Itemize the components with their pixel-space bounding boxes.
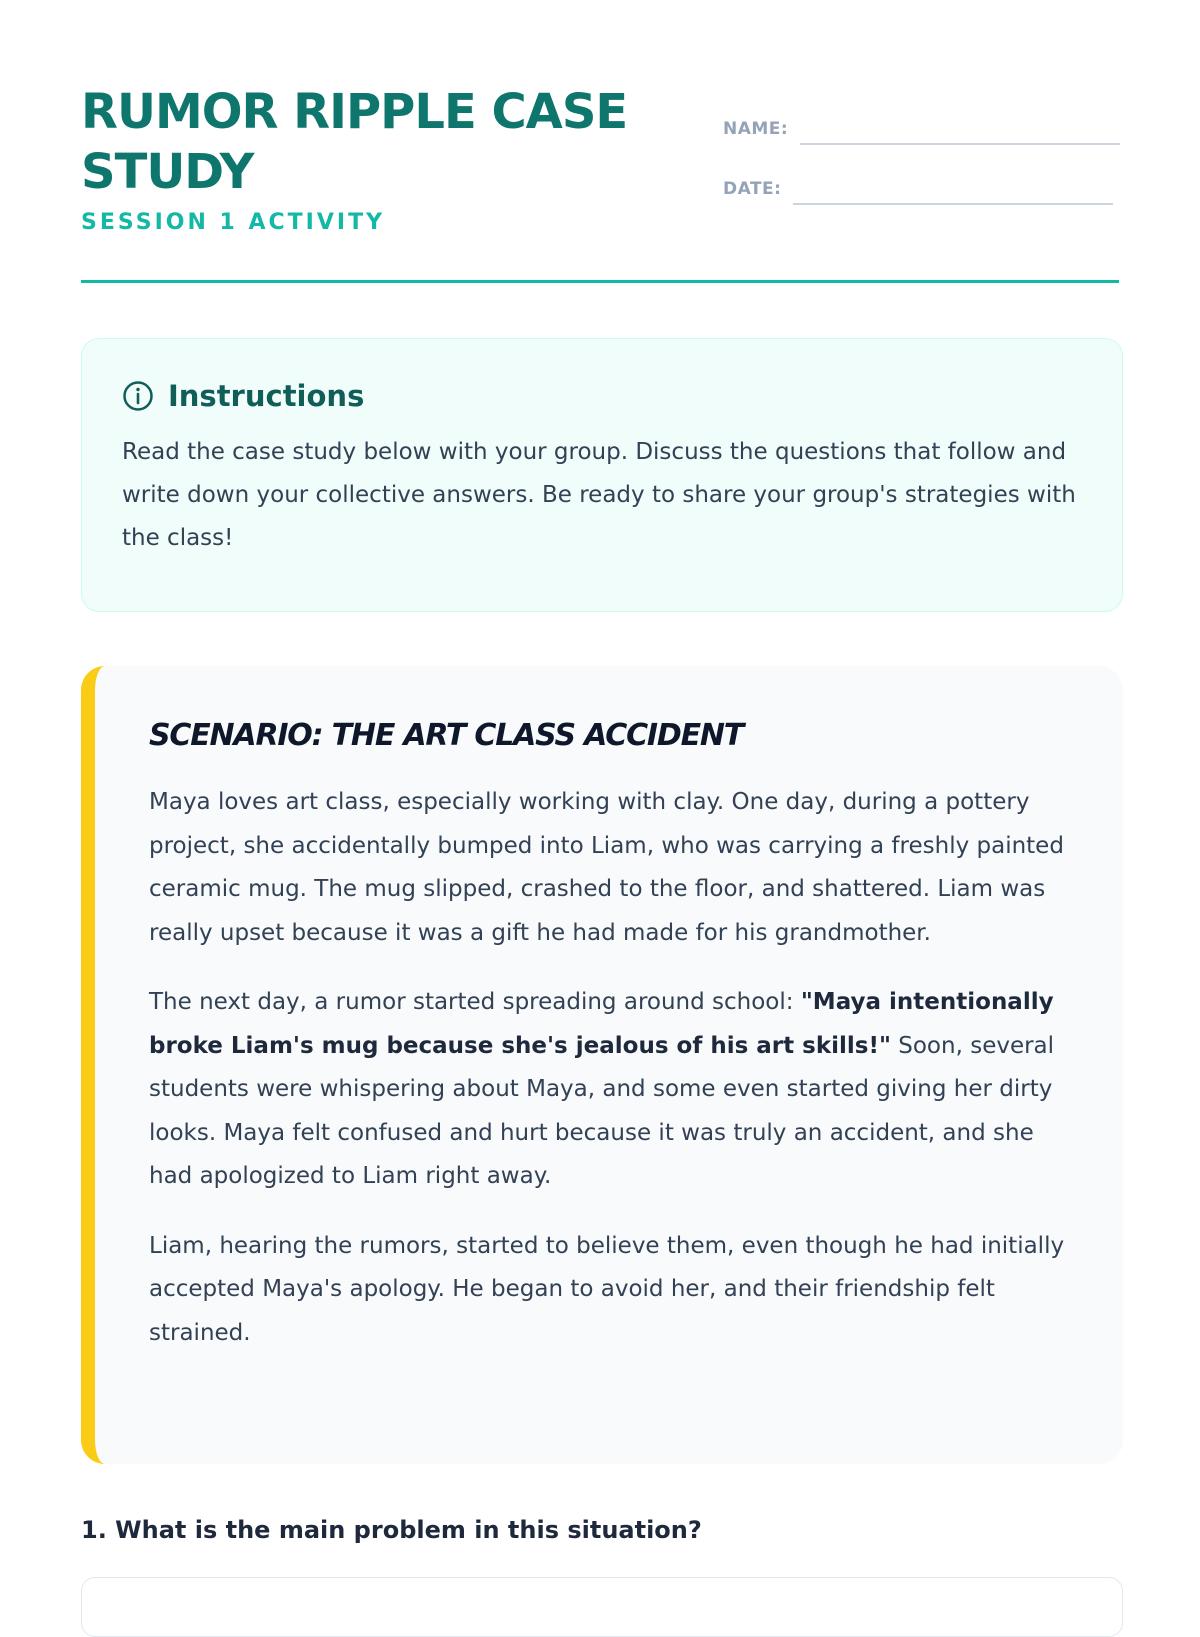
info-icon [122, 380, 154, 412]
name-field [723, 115, 1120, 145]
name-input-line[interactable] [800, 115, 1120, 145]
scenario-paragraph-2 [149, 981, 1073, 1199]
instructions-text: Read the case study below with your group. Discuss the questions that follow and write down your collective answers. Be ready to share your group's strategies with the class! [122, 439, 1076, 551]
scenario-paragraph-3: Liam, hearing the rumors, started to believe them, even though he had initially accepted Maya's apology. He began to avoid her, and their friendship felt strained. [149, 1232, 1065, 1346]
date-label: DATE: [723, 179, 782, 199]
date-input-line[interactable] [793, 175, 1113, 205]
answer-box-1[interactable] [81, 1577, 1123, 1637]
question-1: 1. What is the main problem in this situation? [81, 1516, 702, 1544]
page-subtitle: SESSION 1 ACTIVITY [81, 210, 386, 235]
name-label: NAME: [723, 119, 789, 139]
instructions-title: Instructions [168, 379, 365, 413]
page-title: RUMOR RIPPLE CASE STUDY [81, 84, 628, 200]
instructions-box [81, 338, 1123, 612]
scenario-title: SCENARIO: THE ART CLASS ACCIDENT [149, 718, 744, 753]
header [81, 0, 1119, 283]
paragraph-2-intro: The next day, a rumor started spreading around school: [149, 989, 801, 1015]
scenario-card [81, 666, 1123, 1464]
rumor-quote: "Maya intentionally broke Liam's mug because she's jealous of his art skills!" [149, 989, 1054, 1059]
scenario-paragraph-1: Maya loves art class, especially working with clay. One day, during a pottery project, she accidentally bumped into Liam, who was carrying a freshly painted ceramic mug. The mug slipped, crashed to the floor, and shattered. Liam was really upset because it was a gift he had made for his grandmother. [149, 789, 1064, 946]
instructions-header [122, 379, 1082, 413]
paragraph-2-rest: Soon, several students were whispering about Maya, and some even started giving her dirty looks. Maya felt confused and hurt because it was truly an accident, and she had apologized to Liam right away. [149, 1032, 1055, 1189]
date-field [723, 175, 1113, 205]
